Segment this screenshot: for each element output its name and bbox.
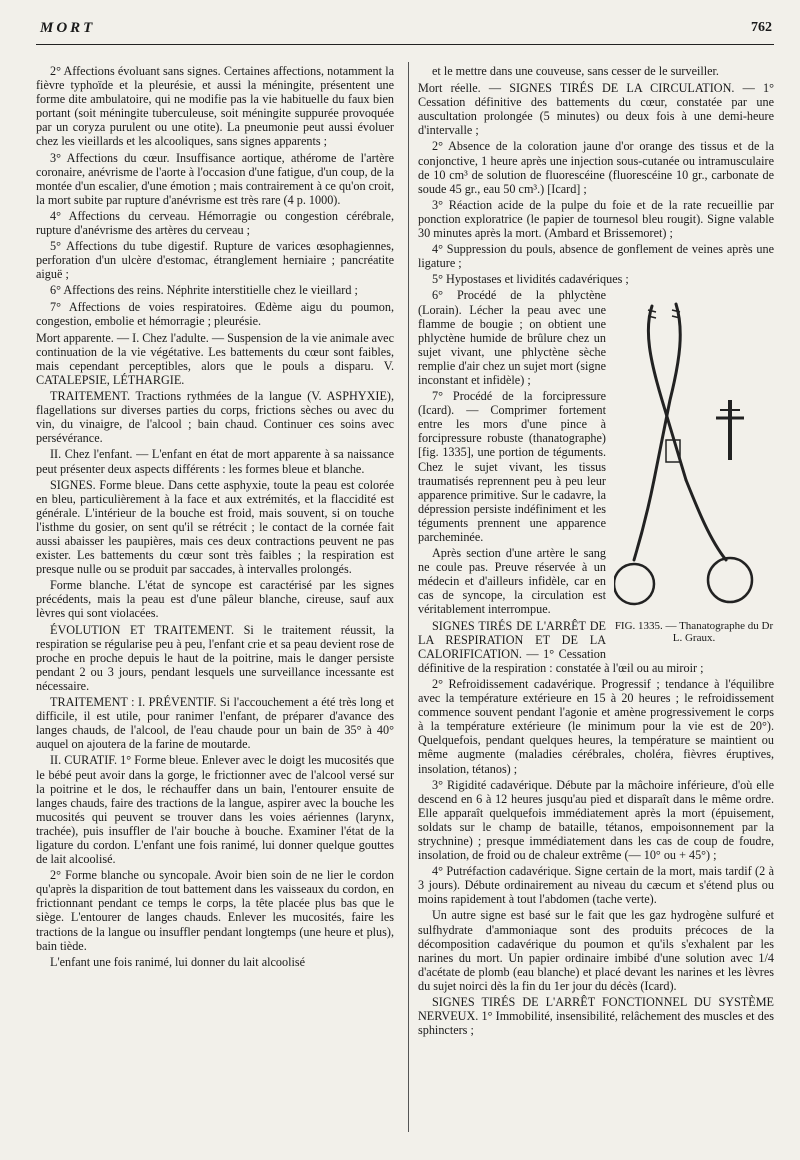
paragraph: 6° Affections des reins. Néphrite interstitielle chez le vieillard ;: [50, 283, 358, 298]
figure-thanatographe: [614, 290, 774, 650]
paragraph: 2° Absence de la coloration jaune d'or orange des tissus et de la conjonctive, 1 heure après une injection sous-cutanée ou intramusculaire de 10 cm³ de solution de fluorescéine (fluorescéine 10 gr., carbonate de soude 45 gr., eau 50 cm³.) [Icard] ;: [418, 139, 774, 196]
paragraph: 4° Suppression du pouls, absence de gonflement de veines après une ligature ;: [418, 242, 774, 271]
column-rule: [408, 62, 409, 1132]
forceps-illustration: [614, 290, 774, 618]
paragraph: 2° Refroidissement cadavérique. Progressif ; tendance à l'équilibre avec la température extérieure en 15 à 20 heures ; le refroidissement commence souvent pendant l'agonie et amène progressivement le corps à la température extérieure (le minimum pour la vie est de 20°). Quelquefois, pendant quelques heures, la température se maintient ou même augmente (maladies cérébrales, choléra, fièvres éruptives, insolation, tétanos) ;: [418, 676, 774, 776]
paragraph: 2° Affections évoluant sans signes. Certaines affections, notamment la fièvre typhoïde et la pleurésie, et aussi la méningite, présentent une forme dite ambulatoire, qui ne modifie pas la vie habituelle du faux bien portant (soit méningite tuberculeuse, soit méningite suppurée provoquée par un coryza purulent ou une otite). La pneumonie peut aussi évoluer chez les vieillards et les alcooliques, sans signes apparents ;: [36, 64, 394, 149]
paragraph: Un autre signe est basé sur le fait que les gaz hydrogène sulfuré et sulfhydrate d'ammoniaque sont des produits précoces de la décomposition cadavérique du poumon et qu'ils s'exhalent par les narines du mort. Un papier ordinaire imbibé d'une solution avec 1/4 d'acétate de plomb (eau blanche) et placé devant les narines et les lèvres du sujet noirci dès la fin du 1er jour du décès (Icard).: [418, 908, 774, 993]
paragraph-mort-reelle: Mort réelle. — SIGNES TIRÉS DE LA CIRCULATION. — 1° Cessation définitive des battements du cœur, constatée par une auscultation prolongée (5 minutes) ou deux fois à une demi-heure d'intervalle ;: [418, 81, 774, 138]
figure-caption: FIG. 1335. — Thanatographe du Dr L. Graux.: [614, 620, 774, 645]
paragraph: II. CURATIF. 1° Forme bleue. Enlever avec le doigt les mucosités que le bébé peut avoir dans la gorge, le frictionner avec de l'alcool versé sur la poitrine et le dos, le réchauffer dans un bain, l'entourer ensuite de langes chauds, faire des tractions de la langue, aspirer avec la bouche les mucosités qui peuvent se trouver dans les voies aériennes (larynx, trachée), puis insuffler de l'air bouche à bouche. Examiner l'état de la ligature du cordon. L'enfant une fois ranimé, lui donner quelque gouttes de lait alcoolisé.: [36, 753, 394, 867]
paragraph: 4° Affections du cerveau. Hémorragie ou congestion cérébrale, rupture d'anévrisme des artères du cerveau ;: [36, 208, 394, 238]
paragraph: L'enfant une fois ranimé, lui donner du lait alcoolisé: [50, 954, 306, 969]
paragraph: TRAITEMENT. Tractions rythmées de la langue (V. ASPHYXIE), flagellations sur diverses parties du corps, frictions sèches ou avec du vin, du vinaigre, de l'alcool ; bain chaud. Continuer ces soins avec persévérance.: [36, 389, 394, 446]
paragraph: 3° Rigidité cadavérique. Débute par la mâchoire inférieure, d'où elle descend en 6 à 12 heures jusqu'au pied et disparaît dans le même ordre. Elle apparaît quelquefois immédiatement après la mort (épuisement, soldats sur le champ de bataille, tétanos, empoisonnement par la strychnine) ; presque immédiatement dans les cas de coup de foudre, insolation, de froid ou de chaleur extrême (— 10° ou + 45°) ;: [418, 777, 774, 863]
paragraph: 7° Procédé de la forcipressure (Icard). — Comprimer fortement entre les mors d'une pince à forcipressure robuste (thanatographe) [fig. 1335], une portion de téguments. Chez le sujet vivant, les tissus traumatisés reprennent peu à peu leur apparence primitive. Sur le cadavre, la dépression persiste indéfiniment et les téguments prennent une apparence parcheminée.: [418, 389, 606, 544]
running-head: MORT: [40, 20, 96, 36]
paragraph: Après section d'une artère le sang ne coule pas. Preuve réservée à un médecin et d'ailleurs infidèle, car en cas de syncope, la circulation est véritablement interrompue.: [418, 546, 606, 617]
paragraph: ÉVOLUTION ET TRAITEMENT. Si le traitement réussit, la respiration se régularise peu à peu, l'enfant crie et sa peau devient rose de proche en proche depuis le haut de la poitrine, mais le danger persiste pendant 2 ou 3 jours, pendant lesquels une surveillance incessante est nécessaire.: [36, 622, 394, 693]
paragraph: SIGNES TIRÉS DE L'ARRÊT FONCTIONNEL DU SYSTÈME NERVEUX. 1° Immobilité, insensibilité, relâchement des muscles et des sphincters ;: [418, 995, 774, 1038]
paragraph: 5° Hypostases et lividités cadavériques ;: [432, 272, 629, 287]
paragraph: 4° Putréfaction cadavérique. Signe certain de la mort, mais tardif (2 à 3 jours). Débute ordinairement au niveau du cæcum et s'étend plus ou moins rapidement à tout l'abdomen (tache verte).: [418, 864, 774, 907]
paragraph: SIGNES. Forme bleue. Dans cette asphyxie, toute la peau est colorée en bleu, particulièrement à la face et aux extrémités, et la flaccidité est générale. L'intérieur de la bouche est froid, mais souvent, si on touche l'isthme du gosier, on sent qu'il se rétrécit ; le contact de la cornée fait aussi abaisser les paupières, mais ces deux contractions peuvent ne pas exister. Les battements du cœur sont très faibles ; la respiration est presque nulle ou se produit par saccades, à intervalles prolongés.: [36, 477, 394, 577]
paragraph: II. Chez l'enfant. — L'enfant en état de mort apparente à sa naissance peut présenter deux aspects différents : les formes bleue et blanche.: [36, 447, 394, 476]
paragraph: 6° Procédé de la phlyctène (Lorain). Lécher la peau avec une flamme de bougie ; on obtient une phlyctène humide de brûlure chez un sujet vivant, une phlyctène sèche remplie d'air chez un sujet mort (signe inconstant et infidèle) ;: [418, 288, 606, 387]
paragraph: 3° Réaction acide de la pulpe du foie et de la rate recueillie par ponction exploratrice (le papier de tournesol bleu rougit). Signe valable 30 minutes après la mort. (Ambard et Brissemoret) ;: [418, 197, 774, 241]
paragraph: Forme blanche. L'état de syncope est caractérisé par les signes précédents, mais la peau est d'une pâleur blanche, cireuse, sauf aux lèvres qui sont violacées.: [36, 578, 394, 621]
paragraph: 2° Forme blanche ou syncopale. Avoir bien soin de ne lier le cordon qu'après la disparition de tout battement dans les vaisseaux du cordon, en frictionnant pendant ce temps le corps, la tête placée plus bas que le siège. L'entourer de langes chauds. Enlever les mucosités, faire les tractions de la langue ou insuffler pendant longtemps (une heure et plus), bain tiède.: [36, 868, 394, 953]
paragraph: 5° Affections du tube digestif. Rupture de varices œsophagiennes, perforation d'un ulcère d'estomac, étranglement herniaire ; pancréatite aiguë ;: [36, 239, 394, 282]
paragraph: 3° Affections du cœur. Insuffisance aortique, athérome de l'artère coronaire, anévrisme de l'aorte à l'occasion d'une fatigue, d'un coup, de la montée d'un escalier, d'une émotion ; mais contrairement à ce qu'on croit, la mort subite par rupture d'anévrisme est très rare (4 p. 1000).: [36, 150, 395, 207]
paragraph: 7° Affections de voies respiratoires. Œdème aigu du poumon, congestion, embolie et hémorragie ; pleurésie.: [36, 299, 394, 328]
right-column: [418, 64, 774, 1039]
paragraph: SIGNES TIRÉS DE L'ARRÊT DE LA RESPIRATION ET DE LA CALORIFICATION. — 1° Cessation définitive de la respiration : constatée à l'œil ou au miroir ;: [418, 618, 704, 675]
left-column: [36, 64, 394, 971]
page-number: 762: [751, 20, 772, 35]
paragraph: et le mettre dans une couveuse, sans cesser de le surveiller.: [432, 64, 719, 78]
header-rule: [36, 44, 774, 45]
paragraph: TRAITEMENT : I. PRÉVENTIF. Si l'accouchement a été très long et difficile, il est utile, pour ranimer l'enfant, de préparer d'avance des langes chauds, de l'alcool, de l'eau chaude pour un bain de 35° à 40° auquel on ajoutera de la farine de moutarde.: [36, 695, 394, 752]
paragraph-mort-apparente: Mort apparente. — I. Chez l'adulte. — Suspension de la vie animale avec continuation de la vie végétative. Les battements du cœur sont faibles, mais cependant perceptibles, alors que le pouls a disparu. V. CATALEPSIE, LÉTHARGIE.: [36, 330, 394, 387]
